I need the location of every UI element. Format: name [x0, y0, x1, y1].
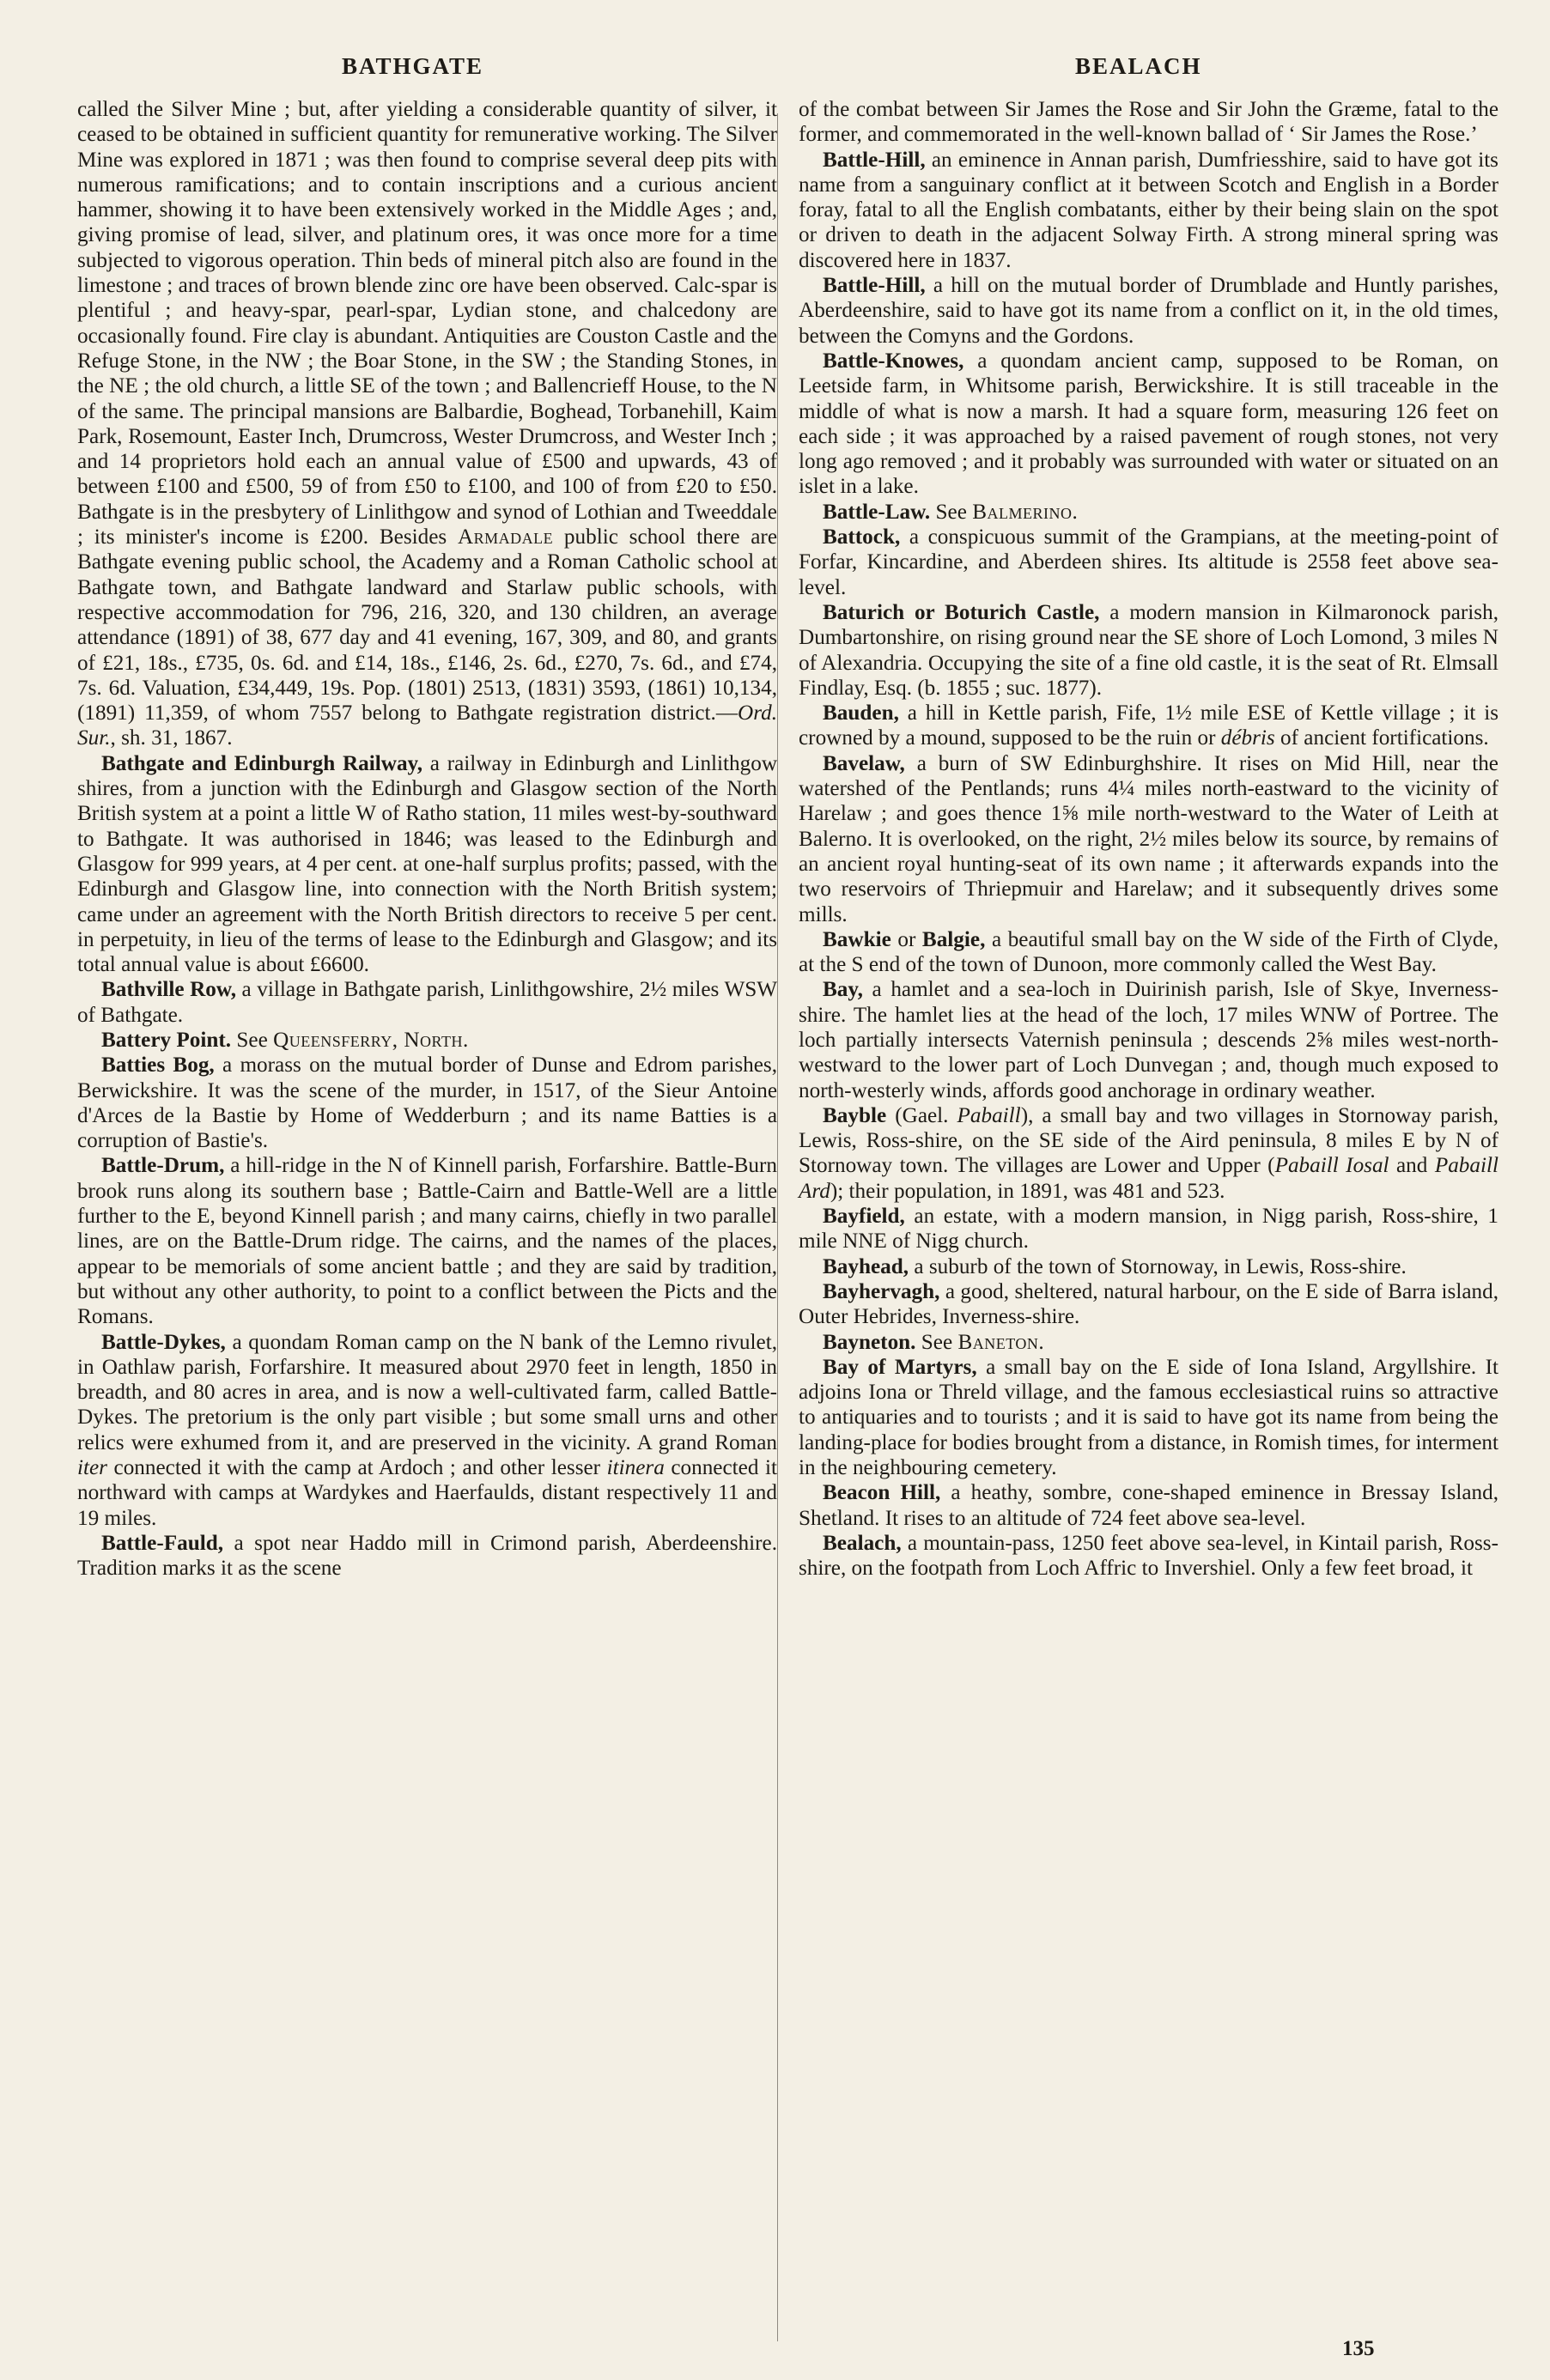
entry-headword: Bathville Row, — [101, 978, 236, 1002]
entry-headword: Battle-Hill, — [823, 274, 926, 298]
entry-headword: Battle-Law. — [823, 500, 931, 524]
continuation-paragraph: of the combat between Sir James the Rose and Sir John the Græme, fatal to the former, and commemorated in the well-known ballad of ‘ Sir James the Rose.’ — [799, 98, 1498, 147]
entry-headword: Bealach, — [823, 1531, 902, 1555]
gazetteer-entry: Baturich or Boturich Castle, a modern mansion in Kilmaronock parish, Dumbartonshire, on rising ground near the SE shore of Loch Lomond, 3 miles N of Alexandria. Occupying the site of a fine old castle, it is the seat of Rt. Elmsall Findlay, Esq. (b. 1855 ; suc. 1877). — [799, 600, 1498, 700]
right-column — [799, 97, 1498, 1582]
running-head-left: BATHGATE — [342, 53, 484, 79]
entry-headword: Bauden, — [823, 701, 899, 726]
gazetteer-entry: Battle-Drum, a hill-ridge in the N of Kinnell parish, Forfarshire. Battle-Burn brook runs along its southern base ; Battle-Cairn and Battle-Well are a little further to the E, beyond Kinnell parish ; and many cairns, chiefly in two parallel lines, are on the Battle-Drum ridge. The cairns, and the names of the places, appear to be memorials of some ancient battle ; and they are said by tradition, but without any other authority, to point to a conflict between the Picts and the Romans. — [77, 1154, 777, 1329]
entry-headword: Battle-Drum, — [101, 1154, 225, 1178]
gazetteer-entry: Bayfield, an estate, with a modern mansion, in Nigg parish, Ross-shire, 1 mile NNE of Nigg church. — [799, 1205, 1498, 1254]
gazetteer-entry: Bayhervagh, a good, sheltered, natural harbour, on the E side of Barra island, Outer Hebrides, Inverness-shire. — [799, 1279, 1498, 1329]
entry-headword: Bay of Martyrs, — [823, 1355, 977, 1379]
entry-headword: Battery Point. — [101, 1028, 232, 1052]
gazetteer-entry: Battle-Fauld, a spot near Haddo mill in Crimond parish, Aberdeenshire. Tradition marks it as the scene — [77, 1531, 777, 1581]
gazetteer-entry: Battle-Knowes, a quondam ancient camp, supposed to be Roman, on Leetside farm, in Whitsome parish, Berwickshire. It is still traceable in the middle of what is now a marsh. It had a square form, measuring 126 feet on each side ; it was approached by a raised pavement of rough stones, not very long ago removed ; and it probably was surrounded with water or situated on an islet in a lake. — [799, 349, 1498, 499]
gazetteer-entry: Bathville Row, a village in Bathgate parish, Linlithgowshire, 2½ miles WSW of Bathgate. — [77, 978, 777, 1027]
entry-headword: Baturich or Boturich Castle, — [823, 600, 1100, 624]
gazetteer-entry: Battery Point. See Queensferry, North. — [101, 1028, 469, 1052]
gazetteer-entry: Battle-Hill, a hill on the mutual border of Drumblade and Huntly parishes, Aberdeenshire, said to have got its name from a conflict on it, in the old times, between the Comyns and the Gordons. — [799, 274, 1498, 348]
left-column — [77, 97, 777, 1582]
entry-headword: Beacon Hill, — [823, 1481, 941, 1505]
gazetteer-entry: Bayhead, a suburb of the town of Stornoway, in Lewis, Ross-shire. — [823, 1254, 1407, 1278]
entry-headword: Bayfield, — [823, 1205, 905, 1229]
entry-headword: Batties Bog, — [101, 1053, 215, 1078]
entry-headword: Bayhead, — [823, 1254, 909, 1278]
gazetteer-entry: Bay of Martyrs, a small bay on the E side of Iona Island, Argyllshire. It adjoins Iona or Threld village, and the famous ecclesiastical ruins so attractive to antiquaries and to tourists ; and it is said to have got its name from being the landing-place for bodies brought from a distance, in Romish times, for interment in the neighbouring cemetery. — [799, 1355, 1498, 1480]
gazetteer-entry: Battle-Hill, an eminence in Annan parish, Dumfriesshire, said to have got its name from a sanguinary conflict at it between Scotch and English in a Border foray, fatal to all the English combatants, either by their being slain on the spot or driven to death in the adjacent Solway Firth. A strong mineral spring was discovered here in 1837. — [799, 148, 1498, 272]
entry-headword: Battle-Hill, — [823, 148, 926, 172]
continuation-paragraph: called the Silver Mine ; but, after yielding a considerable quantity of silver, it ceased to be obtained in sufficient quantity for remunerative working. The Silver Mine was explored in 1871 ; was then found to comprise several deep pits with numerous ramifications; and to contain inscriptions and a curious ancient hammer, showing it to have been extensively worked in the Middle Ages ; and, giving promise of lead, silver, and platinum ores, it was once more for a time subjected to vigorous operation. Thin beds of mineral pitch also are found in the limestone ; and traces of brown blende zinc ore have been observed. Calc-spar is plentiful ; and heavy-spar, pearl-spar, Lydian stone, and chalcedony are occasionally found. Fire clay is abundant. Antiquities are Couston Castle and the Refuge Stone, in the NW ; the Boar Stone, in the SW ; the Standing Stones, in the NE ; the old church, a little SE of the town ; and Ballencrieff House, to the N of the same. The principal mansions are Balbardie, Boghead, Torbanehill, Kaim Park, Rosemount, Easter Inch, Drumcross, Wester Drumcross, and Wester Inch ; and 14 proprietors hold each an annual value of £500 and upwards, 43 of between £100 and £500, 59 of from £50 to £100, and 100 of from £20 to £50. Bathgate is in the presbytery of Linlithgow and synod of Lothian and Tweeddale ; its minister's income is £200. Besides Armadale public school there are Bathgate evening public school, the Academy and a Roman Catholic school at Bathgate town, and Bathgate landward and Starlaw public schools, with respective accommodation for 796, 216, 320, and 130 children, an average attendance (1891) of 38, 677 day and 41 evening, 167, 309, and 80, and grants of £21, 18s., £735, 0s. 6d. and £14, 18s., £146, 2s. 6d., £270, 7s. 6d., and £74, 7s. 6d. Valuation, £34,449, 19s. Pop. (1801) 2513, (1831) 3593, (1861) 10,134, (1891) 11,359, of whom 7557 belong to Bathgate registration district.—Ord. Sur., sh. 31, 1867. — [77, 98, 778, 750]
gazetteer-entry: Bayneton. See Baneton. — [823, 1330, 1045, 1354]
gazetteer-entry: Bay, a hamlet and a sea-loch in Duirinish parish, Isle of Skye, Inverness-shire. The hamlet lies at the head of the loch, 17 miles WNW of Portree. The loch partially intersects Vaternish peninsula ; descends 2⅝ miles west-north-westward to the lower part of Loch Dunvegan ; and, though much exposed to north-westerly winds, affords good anchorage in ordinary weather. — [799, 978, 1498, 1102]
entry-headword: Battock, — [823, 525, 901, 549]
entry-headword: Battle-Fauld, — [101, 1531, 224, 1555]
gazetteer-entry: Bauden, a hill in Kettle parish, Fife, 1½ mile ESE of Kettle village ; it is crowned by a mound, supposed to be the ruin or débris of ancient fortifications. — [799, 701, 1498, 750]
gazetteer-entry: Batties Bog, a morass on the mutual border of Dunse and Edrom parishes, Berwickshire. It was the scene of the murder, in 1517, of the Sieur Antoine d'Arces de la Bastie by Home of Wedderburn ; and its name Batties is a corruption of Bastie's. — [77, 1053, 778, 1153]
page-number: 135 — [1342, 2337, 1375, 2360]
entry-headword: Battle-Knowes, — [823, 349, 964, 373]
entry-headword: Bay, — [823, 978, 863, 1002]
entry-headword: Bathgate and Edinburgh Railway, — [101, 751, 423, 775]
gazetteer-entry: Bayble (Gael. Pabaill), a small bay and two villages in Stornoway parish, Lewis, Ross-shire, on the SE side of the Aird peninsula, 8 miles E by N of Stornoway town. The villages are Lower and Upper (Pabaill Iosal and Pabaill Ard); their population, in 1891, was 481 and 523. — [799, 1103, 1498, 1203]
column-divider — [777, 113, 778, 2341]
entry-headword: Balgie, — [921, 927, 986, 951]
entry-headword: Bayneton. — [823, 1330, 916, 1354]
entry-headword: Bawkie — [823, 927, 891, 951]
gazetteer-entry: Battle-Law. See Balmerino. — [823, 500, 1079, 524]
left-entries — [77, 751, 777, 1582]
entry-headword: Battle-Dykes, — [101, 1330, 226, 1354]
running-head-right: BEALACH — [1075, 53, 1202, 79]
gazetteer-entry: Bathgate and Edinburgh Railway, a railway in Edinburgh and Linlithgow shires, from a junction with the Edinburgh and Glasgow section of the North British system at a point a little W of Ratho station, 11 miles west-by-southward to Bathgate. It was authorised in 1846; was leased to the Edinburgh and Glasgow for 999 years, at 4 per cent. at one-half surplus profits; passed, with the Edinburgh and Glasgow line, into connection with the North British system; came under an agreement with the North British directors to receive 5 per cent. in perpetuity, in lieu of the terms of lease to the Edinburgh and Glasgow; and its total annual value is about £6600. — [77, 751, 778, 977]
gazetteer-entry: Beacon Hill, a heathy, sombre, cone-shaped eminence in Bressay Island, Shetland. It rises to an altitude of 724 feet above sea-level. — [799, 1481, 1498, 1530]
entry-headword: Bayhervagh, — [823, 1279, 940, 1303]
gazetteer-entry: Bawkie or Balgie, a beautiful small bay on the W side of the Firth of Clyde, at the S end of the town of Dunoon, more commonly called the West Bay. — [799, 927, 1498, 977]
right-entries — [799, 148, 1498, 1582]
entry-headword: Bavelaw, — [823, 751, 905, 775]
gazetteer-entry: Battock, a conspicuous summit of the Grampians, at the meeting-point of Forfar, Kincardine, and Aberdeen shires. Its altitude is 2558 feet above sea-level. — [799, 525, 1498, 599]
gazetteer-entry: Battle-Dykes, a quondam Roman camp on the N bank of the Lemno rivulet, in Oathlaw parish, Forfarshire. It measured about 2970 feet in length, 1850 in breadth, and 80 acres in area, and is now a well-cultivated farm, called Battle-Dykes. The pretorium is the only part visible ; but some small urns and other relics were exhumed from it, and are preserved in the vicinity. A grand Roman iter connected it with the camp at Ardoch ; and other lesser itinera connected it northward with camps at Wardykes and Haerfaulds, distant respectively 11 and 19 miles. — [77, 1330, 777, 1530]
entry-headword: Bayble — [823, 1103, 887, 1127]
gazetteer-entry: Bavelaw, a burn of SW Edinburghshire. It rises on Mid Hill, near the watershed of the Pentlands; runs 4¼ miles north-eastward to the vicinity of Harelaw ; and goes thence 1⅝ mile north-westward to the Water of Leith at Balerno. It is overlooked, on the right, 2½ miles below its source, by remains of an ancient royal hunting-seat of its own name ; it afterwards expands into the two reservoirs of Thriepmuir and Harelaw; and it subsequently drives some mills. — [799, 751, 1498, 926]
gazetteer-entry: Bealach, a mountain-pass, 1250 feet above sea-level, in Kintail parish, Ross-shire, on the footpath from Loch Affric to Invershiel. Only a few feet broad, it — [799, 1531, 1498, 1581]
